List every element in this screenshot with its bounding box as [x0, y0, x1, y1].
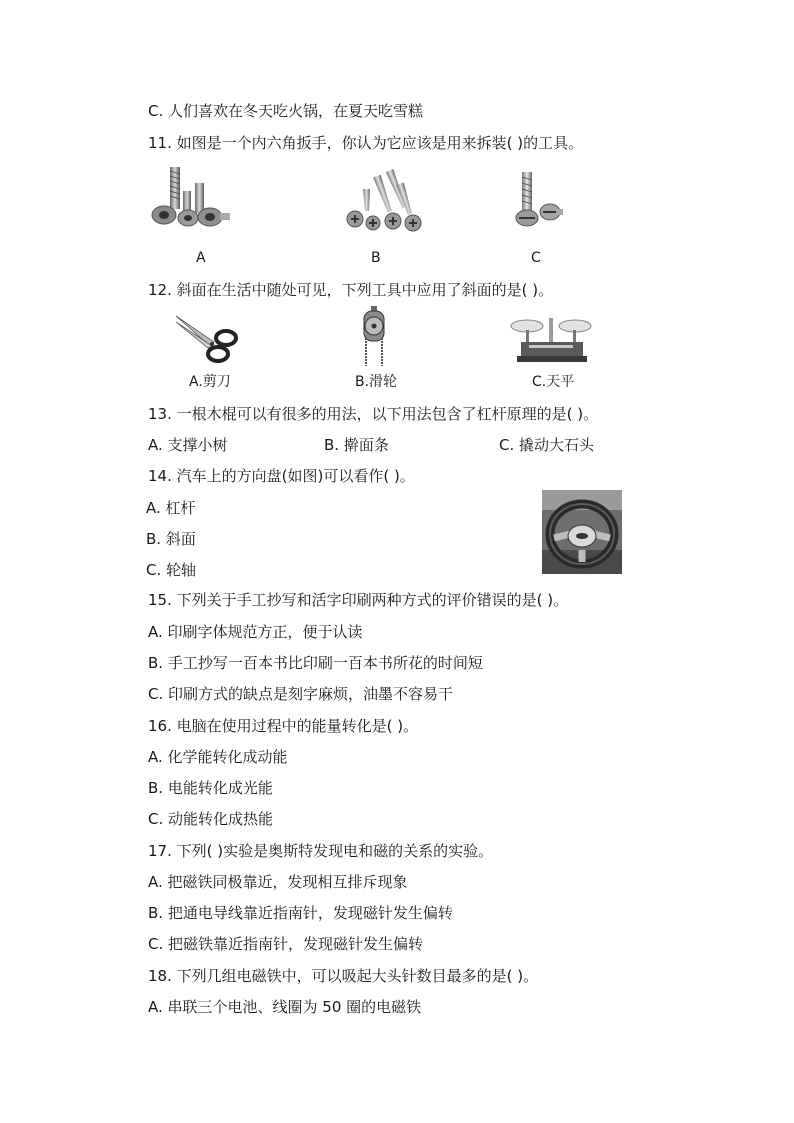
q15-option-b: B. 手工抄写一百本书比印刷一百本书所花的时间短	[148, 654, 483, 672]
pulley-image	[356, 306, 392, 366]
q12-caption-b: B.滑轮	[355, 374, 398, 390]
q13-option-a: A. 支撑小树	[148, 436, 228, 454]
steering-wheel-image	[542, 490, 622, 574]
q17-option-b: B. 把通电导线靠近指南针，发现磁针发生偏转	[148, 904, 453, 922]
cross-head-screws-image	[343, 163, 427, 235]
q12-caption-c: C.天平	[532, 374, 575, 390]
q14-option-a: A. 杠杆	[146, 499, 196, 517]
q16-option-b: B. 电能转化成光能	[148, 779, 273, 797]
q11-stem: 11. 如图是一个内六角扳手，你认为它应该是用来拆装( )的工具。	[148, 134, 584, 152]
q14-stem: 14. 汽车上的方向盘(如图)可以看作( )。	[148, 467, 415, 485]
q18-stem: 18. 下列几组电磁铁中，可以吸起大头针数目最多的是( )。	[148, 967, 539, 985]
q11-caption-a: A	[196, 250, 206, 266]
q11-caption-c: C	[531, 250, 541, 266]
hex-socket-bolts-image	[148, 163, 232, 235]
q16-stem: 16. 电脑在使用过程中的能量转化是( )。	[148, 717, 419, 735]
q15-stem: 15. 下列关于手工抄写和活字印刷两种方式的评价错误的是( )。	[148, 591, 569, 609]
q13-stem: 13. 一根木棍可以有很多的用法，以下用法包含了杠杆原理的是( )。	[148, 405, 599, 423]
q17-stem: 17. 下列( )实验是奥斯特发现电和磁的关系的实验。	[148, 842, 494, 860]
q18-option-a: A. 串联三个电池、线圈为 50 圈的电磁铁	[148, 998, 422, 1016]
q13-option-b: B. 擀面条	[324, 436, 389, 454]
q14-option-c: C. 轮轴	[146, 561, 197, 579]
q17-option-a: A. 把磁铁同极靠近，发现相互排斥现象	[148, 873, 408, 891]
q16-option-c: C. 动能转化成热能	[148, 810, 274, 828]
q10-option-c: C. 人们喜欢在冬天吃火锅，在夏天吃雪糕	[148, 102, 424, 120]
q12-stem: 12. 斜面在生活中随处可见，下列工具中应用了斜面的是( )。	[148, 281, 554, 299]
balance-scale-image	[507, 314, 595, 366]
q13-option-c: C. 撬动大石头	[499, 436, 595, 454]
q11-caption-b: B	[371, 250, 381, 266]
scissors-image	[172, 312, 242, 364]
q17-option-c: C. 把磁铁靠近指南针，发现磁针发生偏转	[148, 935, 424, 953]
q16-option-a: A. 化学能转化成动能	[148, 748, 288, 766]
slotted-screws-image	[512, 168, 564, 234]
q15-option-a: A. 印刷字体规范方正，便于认读	[148, 623, 363, 641]
q14-option-b: B. 斜面	[146, 530, 196, 548]
q12-caption-a: A.剪刀	[189, 374, 231, 390]
q15-option-c: C. 印刷方式的缺点是刻字麻烦，油墨不容易干	[148, 685, 454, 703]
